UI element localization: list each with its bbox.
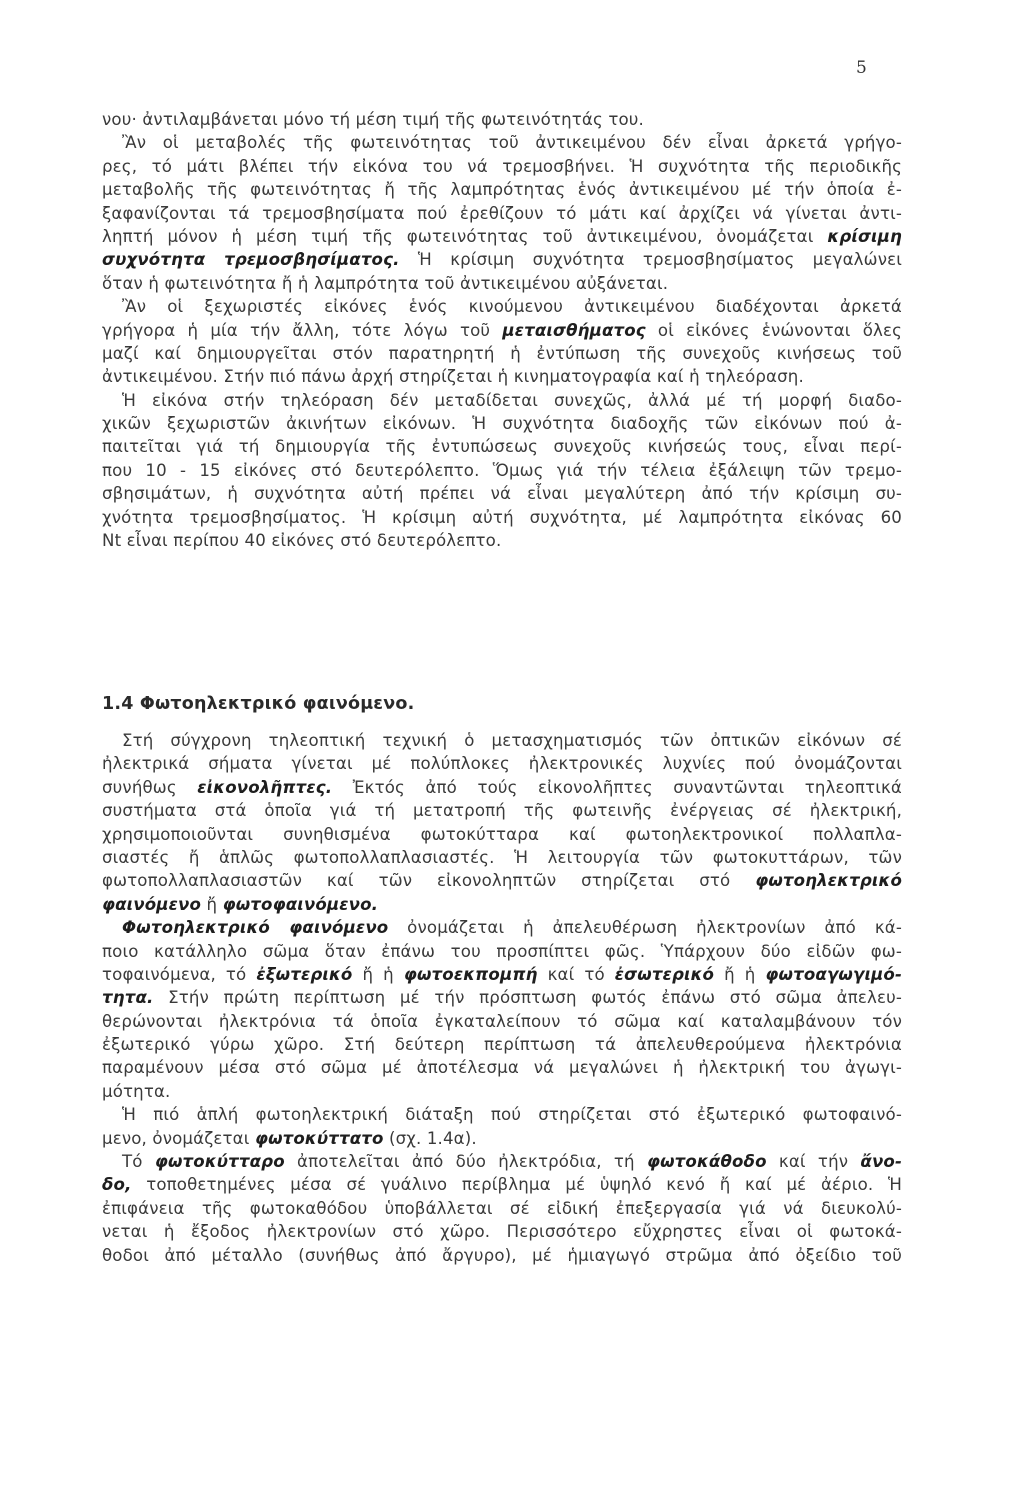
text-line [102,1173,902,1196]
text-line [102,178,902,201]
text-run: ἐπιφάνεια τῆς φωτοκαθόδου ὑποβάλλεται σέ εἰδική ἐπεξεργασία γιά νά διευκολύ- [102,1198,902,1218]
text-run: ἀντικειμένου. Στήν πιό πάνω ἀρχή στηρίζεται ἡ κινηματογραφία καί ἡ τηλεόραση. [102,367,804,387]
text-run: μενο, ὀνομάζεται [102,1128,255,1148]
text-line [102,986,902,1009]
text-run: σιαστές ἤ ἁπλῶς φωτοπολλαπλασιαστές. Ἡ λειτουργία τῶν φωτοκυττάρων, τῶν [102,847,902,867]
text-run: ὅταν ἡ φωτεινότητα ἤ ἡ λαμπρότητα τοῦ ἀντικειμένου αὐξάνεται. [102,273,669,293]
emphasized-term: φωτοφαινόμενο. [222,894,379,914]
text-line [102,1056,902,1079]
text-line [102,940,902,963]
text-run: Ἡ εἰκόνα στήν τηλεόραση δέν μεταδίδεται συνεχῶς, ἀλλά μέ τή μορφή διαδο- [122,390,902,410]
text-run: Στήν πρώτη περίπτωση μέ τήν πρόσπτωση φωτός ἐπάνω στό σῶμα ἀπελευ- [153,988,902,1008]
text-run: γρήγορα ἡ μία τήν ἄλλη, τότε λόγω τοῦ [102,320,503,340]
text-line [102,202,902,225]
text-line [102,389,902,412]
text-run: Ἂν οἱ μεταβολές τῆς φωτεινότητας τοῦ ἀντικειμένου δέν εἶναι ἀρκετά γρήγο- [122,133,902,153]
text-line [102,1103,902,1126]
text-run: Nt εἶναι περίπου 40 εἰκόνες στό δευτερόλεπτο. [102,531,502,551]
text-run: ποιο κατάλληλο σῶμα ὅταν ἐπάνω του προσπίπτει φῶς. Ὑπάρχουν δύο εἰδῶν φω- [102,941,902,961]
emphasized-term: ἄνο- [860,1152,902,1172]
body-text-section-1 [102,108,902,552]
text-line [102,1150,902,1173]
text-run: σβησιμάτων, ἡ συχνότητα αὐτή πρέπει νά εἶναι μεγαλύτερη ἀπό τήν κρίσιμη συ- [102,484,902,504]
emphasized-term: φωτοκύτταρο [154,1152,285,1172]
text-run: νεται ἡ ἔξοδος ἠλεκτρονίων στό χῶρο. Περισσότερο εὔχρηστες εἶναι οἱ φωτοκά- [102,1222,902,1242]
text-run: ληπτή μόνον ἡ μέση τιμή τῆς φωτεινότητας τοῦ ἀντικειμένου, ὀνομάζεται [102,226,828,246]
text-line [102,506,902,529]
text-run: παραμένουν μέσα στό σῶμα μέ ἀποτέλεσμα νά μεγαλώνει ἡ ἠλεκτρική του ἀγωγι- [102,1058,902,1078]
text-run: ἤ ἡ [352,964,404,984]
text-run: μαζί καί δημιουργεῖται στόν παρατηρητή ἡ ἐντύπωση τῆς συνεχοῦς κινήσεως τοῦ [102,343,902,363]
emphasized-term: φωτοκύττατο [254,1128,384,1148]
text-line [102,1033,902,1056]
emphasized-term: ἐξωτερικό [256,964,353,984]
text-run: Ἡ κρίσιμη συχνότητα τρεμοσβησίματος μεγαλώνει [399,250,902,270]
text-run: συνήθως [102,777,198,797]
text-run: που 10 - 15 εἰκόνες στό δευτερόλεπτο. Ὅμως γιά τήν τέλεια ἐξάλειψη τῶν τρεμο- [102,460,902,480]
text-line [102,869,902,892]
emphasized-term: εἰκονολῆπτες. [197,777,333,797]
emphasized-term: συχνότητα τρεμοσβησίματος. [102,250,400,270]
text-line [102,529,902,552]
text-line [102,272,902,295]
text-run: καί τήν [766,1152,861,1172]
text-line [102,752,902,775]
text-line [102,846,902,869]
text-line [102,108,902,131]
text-line [102,319,902,342]
emphasized-term: φωτοαγωγιμό- [765,964,903,984]
text-line [102,412,902,435]
text-line [102,365,902,388]
emphasized-term: φωτοκάθοδο [646,1152,767,1172]
text-run: μεταβολῆς τῆς φωτεινότητας ἤ τῆς λαμπρότητας ἑνός ἀντικειμένου μέ τήν ὁποία ἐ- [102,180,902,200]
text-run: συστήματα στά ὁποῖα γιά τή μετατροπή τῆς φωτεινῆς ἐνέργειας σέ ἠλεκτρική, [102,801,902,821]
text-run: οἱ εἰκόνες ἑνώνονται ὅλες [645,320,902,340]
text-line [102,1220,902,1243]
text-line [102,225,902,248]
text-line [102,155,902,178]
text-run: Τό [122,1152,155,1172]
text-line [102,916,902,939]
text-run: ἠλεκτρικά σήματα γίνεται μέ πολύπλοκες ἠλεκτρονικές λυχνίες πού ὀνομάζονται [102,754,902,774]
emphasized-term: ἐσωτερικό [614,964,715,984]
text-run: χνότητα τρεμοσβησίματος. Ἡ κρίσιμη αὐτή συχνότητα, μέ λαμπρότητα εἰκόνας 60 [102,507,902,527]
text-line [102,435,902,458]
text-line [102,295,902,318]
text-run: θοδοι ἀπό μέταλλο (συνήθως ἀπό ἄργυρο), μέ ἡμιαγωγό στρῶμα ἀπό ὀξείδιο τοῦ [102,1245,902,1265]
text-run: Στή σύγχρονη τηλεοπτική τεχνική ὁ μετασχηματισμός τῶν ὀπτικῶν εἰκόνων σέ [122,731,902,750]
text-run: ξαφανίζονται τά τρεμοσβησίματα πού ἐρεθίζουν τό μάτι καί ἀρχίζει νά γίνεται ἀντι- [102,203,902,223]
text-line [102,1127,902,1150]
text-run: παιτεῖται γιά τή δημιουργία τῆς ἐντυπώσεως συνεχοῦς κινήσεώς τους, εἶναι περί- [102,437,902,457]
text-run: Ἡ πιό ἁπλή φωτοηλεκτρική διάταξη πού στηρίζεται στό ἐξωτερικό φωτοφαινό- [122,1105,902,1125]
text-run: Ἐκτός ἀπό τούς εἰκονολῆπτες συναντῶνται τηλεοπτικά [332,777,902,797]
emphasized-term: φαινόμενο [102,894,202,914]
text-line [102,823,902,846]
emphasized-term: φωτοηλεκτρικό [755,871,902,891]
text-run: ρες, τό μάτι βλέπει τήν εἰκόνα του νά τρεμοσβήνει. Ἡ συχνότητα τῆς περιοδικῆς [102,156,902,176]
text-run: ἐξωτερικό γύρω χῶρο. Στή δεύτερη περίπτωση τά ἀπελευθερούμενα ἠλεκτρόνια [102,1035,902,1055]
text-run: ὀνομάζεται ἡ ἀπελευθέρωση ἠλεκτρονίων ἀπό κά- [388,918,902,938]
text-run: Ἂν οἱ ξεχωριστές εἰκόνες ἑνός κινούμενου ἀντικειμένου διαδέχονται ἀρκετά [122,297,902,317]
emphasized-term: δο, [102,1175,132,1195]
section-heading: 1.4 Φωτοηλεκτρικό φαινόμενο. [102,693,415,714]
emphasized-term: φωτοεκπομπή [403,964,538,984]
text-run: ἀποτελεῖται ἀπό δύο ἠλεκτρόδια, τή [284,1152,647,1172]
emphasized-term: κρίσιμη [827,226,902,246]
text-line [102,1080,902,1103]
text-run: νου· ἀντιλαμβάνεται μόνο τή μέση τιμή τῆς φωτεινότητάς του. [102,110,644,129]
text-run: χρησιμοποιοῦνται συνηθισμένα φωτοκύτταρα καί φωτοηλεκτρονικοί πολλαπλα- [102,824,902,844]
text-run: τοποθετημένες μέσα σέ γυάλινο περίβλημα μέ ὑψηλό κενό ἤ καί μέ ἀέριο. Ἡ [131,1175,902,1195]
text-run: μότητα. [102,1081,171,1101]
emphasized-term: μεταισθήματος [502,320,646,340]
text-run: ἤ ἡ [714,964,766,984]
text-line [102,776,902,799]
text-line [102,963,902,986]
text-line [102,799,902,822]
body-text-section-2 [102,729,902,1267]
text-line [102,1197,902,1220]
emphasized-term: τητα. [102,988,154,1008]
text-line [102,248,902,271]
text-line [102,893,902,916]
text-run: (σχ. 1.4α). [383,1128,477,1148]
emphasized-term: Φωτοηλεκτρικό φαινόμενο [122,918,389,938]
text-line [102,131,902,154]
text-line [102,1010,902,1033]
text-run: τοφαινόμενα, τό [102,964,257,984]
text-run: θερώνονται ἠλεκτρόνια τά ὁποῖα ἐγκαταλείπουν τό σῶμα καί καταλαμβάνουν τόν [102,1011,902,1031]
page-number: 5 [856,58,867,78]
text-run: ἤ [201,894,223,914]
text-line [102,482,902,505]
text-line [102,1244,902,1267]
text-line [102,342,902,365]
text-line [102,729,902,752]
text-line [102,459,902,482]
text-run: καί τό [537,964,615,984]
text-run: χικῶν ξεχωριστῶν ἀκινήτων εἰκόνων. Ἡ συχνότητα διαδοχῆς τῶν εἰκόνων πού ἀ- [102,414,902,434]
text-run: φωτοπολλαπλασιαστῶν καί τῶν εἰκονοληπτῶν στηρίζεται στό [102,871,756,891]
